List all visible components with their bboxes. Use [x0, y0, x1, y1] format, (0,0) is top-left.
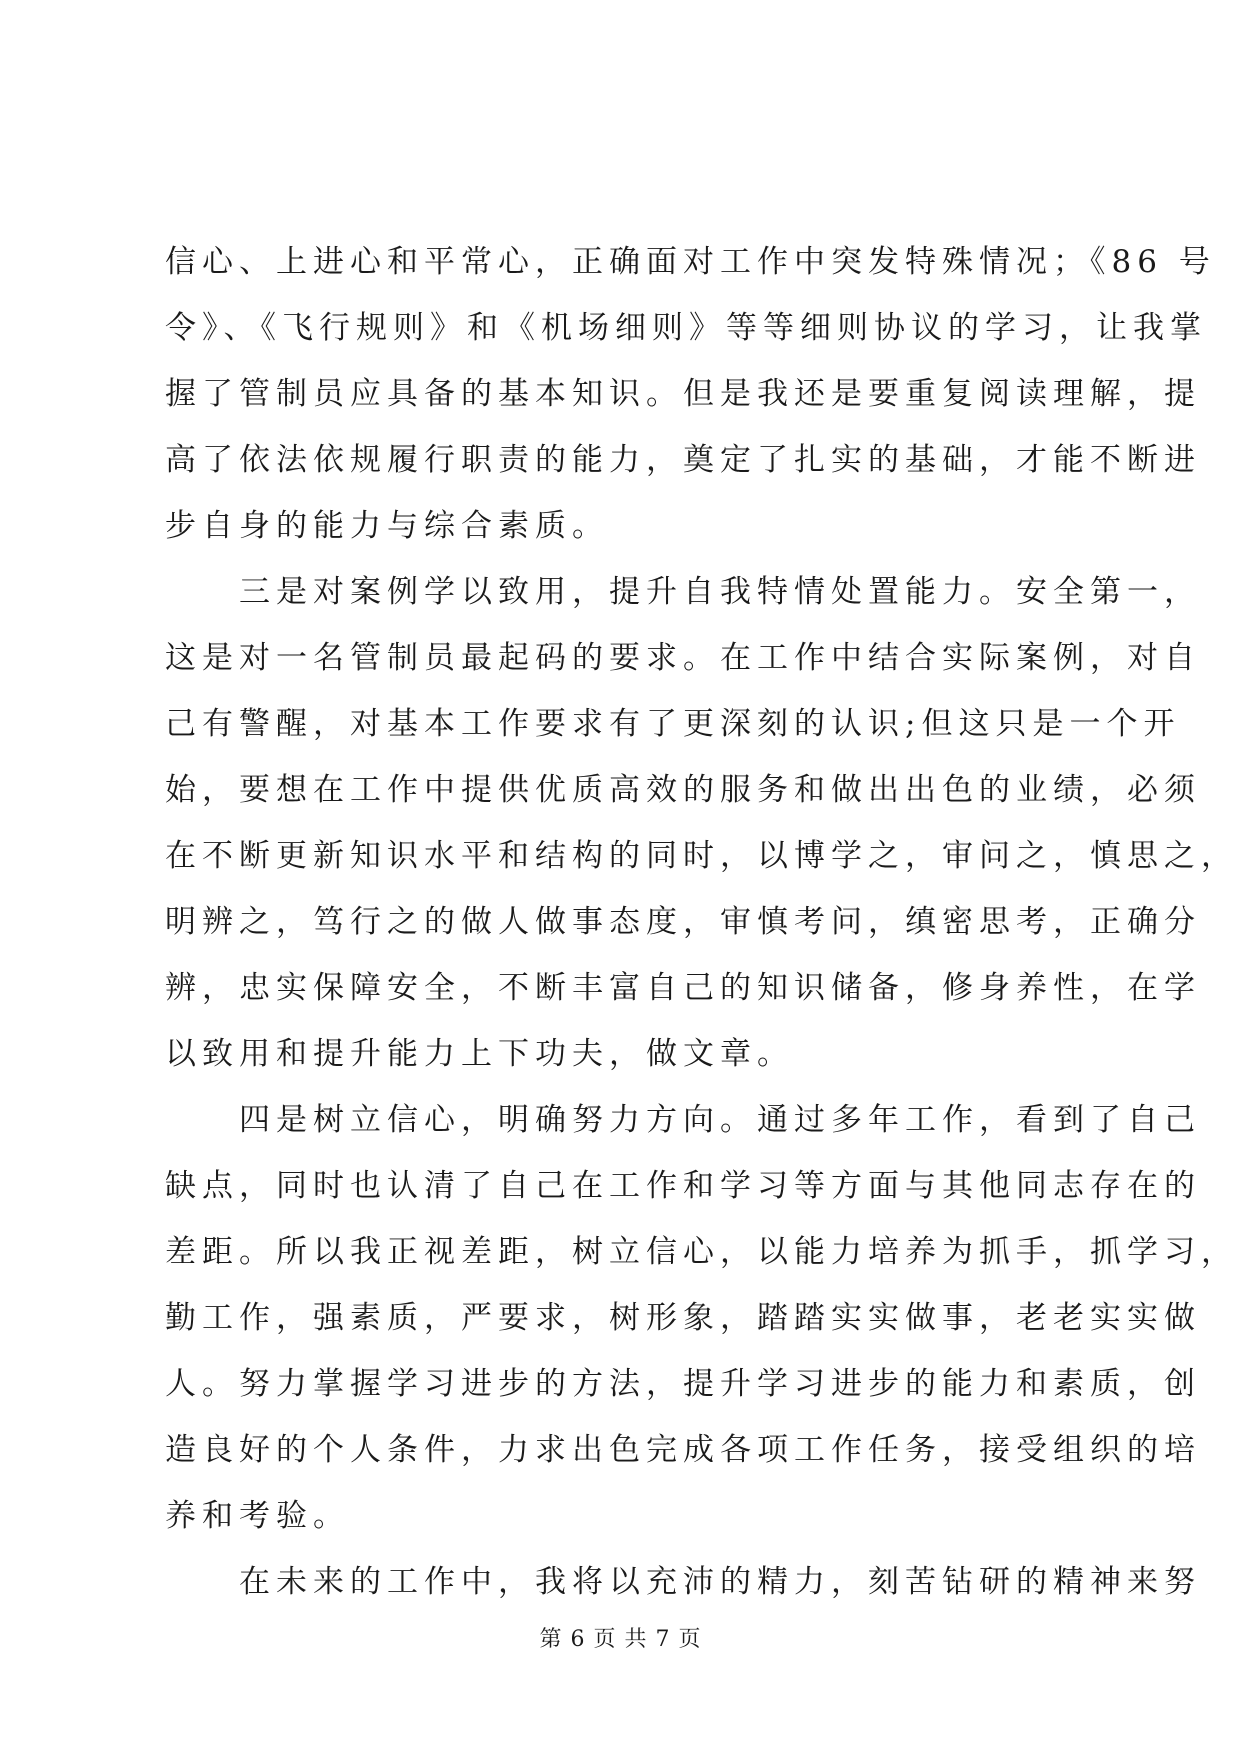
text-line: 差距。所以我正视差距，树立信心，以能力培养为抓手，抓学习，	[165, 1234, 1238, 1270]
text-line: 信心、上进心和平常心，正确面对工作中突发特殊情况；《86 号	[165, 244, 1216, 280]
paragraph-3	[165, 1087, 1238, 1549]
text-line: 握了管制员应具备的基本知识。但是我还是要重复阅读理解，提	[165, 376, 1201, 412]
text-line: 步自身的能力与综合素质。	[165, 508, 609, 544]
page-indicator: 第 6 页 共 7 页	[539, 1627, 702, 1652]
text-line: 勤工作，强素质，严要求，树形象，踏踏实实做事，老老实实做	[165, 1300, 1201, 1336]
text-line: 己有警醒，对基本工作要求有了更深刻的认识;但这只是一个开	[165, 706, 1181, 742]
text-line: 三是对案例学以致用，提升自我特情处置能力。安全第一，	[239, 574, 1201, 610]
text-line: 养和考验。	[165, 1498, 350, 1534]
text-line: 以致用和提升能力上下功夫，做文章。	[165, 1036, 794, 1072]
text-line: 造良好的个人条件，力求出色完成各项工作任务，接受组织的培	[165, 1432, 1201, 1468]
text-line: 高了依法依规履行职责的能力，奠定了扎实的基础，才能不断进	[165, 442, 1201, 478]
paragraph-1	[165, 229, 1216, 559]
page-footer	[0, 1622, 1241, 1653]
text-line: 始，要想在工作中提供优质高效的服务和做出出色的业绩，必须	[165, 772, 1201, 808]
text-line: 在不断更新知识水平和结构的同时，以博学之，审问之，慎思之，	[165, 838, 1238, 874]
text-line: 在未来的工作中，我将以充沛的精力，刻苦钻研的精神来努	[239, 1564, 1201, 1600]
text-line: 缺点，同时也认清了自己在工作和学习等方面与其他同志存在的	[165, 1168, 1201, 1204]
text-line: 辨，忠实保障安全，不断丰富自己的知识储备，修身养性，在学	[165, 970, 1201, 1006]
document-body	[165, 229, 1238, 1615]
text-line: 这是对一名管制员最起码的要求。在工作中结合实际案例，对自	[165, 640, 1201, 676]
paragraph-2	[165, 559, 1238, 1087]
text-line: 人。努力掌握学习进步的方法，提升学习进步的能力和素质，创	[165, 1366, 1201, 1402]
text-line: 明辨之，笃行之的做人做事态度，审慎考问，缜密思考，正确分	[165, 904, 1201, 940]
text-line: 令》、《飞行规则》和《机场细则》等等细则协议的学习，让我掌	[165, 310, 1207, 346]
paragraph-4	[165, 1549, 1201, 1615]
text-line: 四是树立信心，明确努力方向。通过多年工作，看到了自己	[239, 1102, 1201, 1138]
